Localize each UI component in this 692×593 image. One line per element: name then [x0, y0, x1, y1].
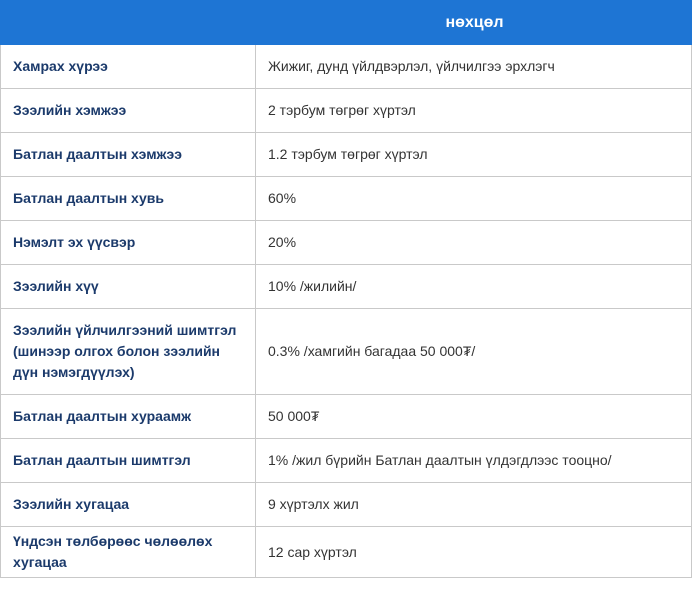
table-header-row — [1, 1, 692, 45]
table-row — [1, 133, 692, 177]
row-value: 10% /жилийн/ — [256, 265, 692, 309]
table-row — [1, 177, 692, 221]
row-value: 9 хүртэлх жил — [256, 483, 692, 527]
header-cell-label — [1, 1, 256, 45]
table-row — [1, 45, 692, 89]
table-row — [1, 221, 692, 265]
header-cell-conditions: нөхцөл — [256, 1, 692, 45]
table-row — [1, 395, 692, 439]
table-row — [1, 527, 692, 578]
row-value: 1% /жил бүрийн Батлан даалтын үлдэгдлээс тооцно/ — [256, 439, 692, 483]
row-label: Нэмэлт эх үүсвэр — [1, 221, 256, 265]
row-value: 50 000₮ — [256, 395, 692, 439]
row-label: Хамрах хүрээ — [1, 45, 256, 89]
row-label: Зээлийн үйлчилгээний шимтгэл (шинээр олгох болон зээлийн дүн нэмэгдүүлэх) — [1, 309, 256, 395]
row-value: 2 тэрбум төгрөг хүртэл — [256, 89, 692, 133]
table-row — [1, 265, 692, 309]
row-label: Үндсэн төлбөрөөс чөлөөлөх хугацаа — [1, 527, 256, 578]
row-value: Жижиг, дунд үйлдвэрлэл, үйлчилгээ эрхлэгч — [256, 45, 692, 89]
row-value: 12 сар хүртэл — [256, 527, 692, 578]
table-row — [1, 439, 692, 483]
row-label: Зээлийн хэмжээ — [1, 89, 256, 133]
row-label: Батлан даалтын хувь — [1, 177, 256, 221]
table-row — [1, 309, 692, 395]
row-value: 0.3% /хамгийн багадаа 50 000₮/ — [256, 309, 692, 395]
row-value: 20% — [256, 221, 692, 265]
table-row — [1, 483, 692, 527]
row-label: Батлан даалтын хэмжээ — [1, 133, 256, 177]
row-label: Батлан даалтын хураамж — [1, 395, 256, 439]
row-label: Зээлийн хугацаа — [1, 483, 256, 527]
row-value: 60% — [256, 177, 692, 221]
table-row — [1, 89, 692, 133]
row-label: Зээлийн хүү — [1, 265, 256, 309]
row-value: 1.2 тэрбум төгрөг хүртэл — [256, 133, 692, 177]
row-label: Батлан даалтын шимтгэл — [1, 439, 256, 483]
